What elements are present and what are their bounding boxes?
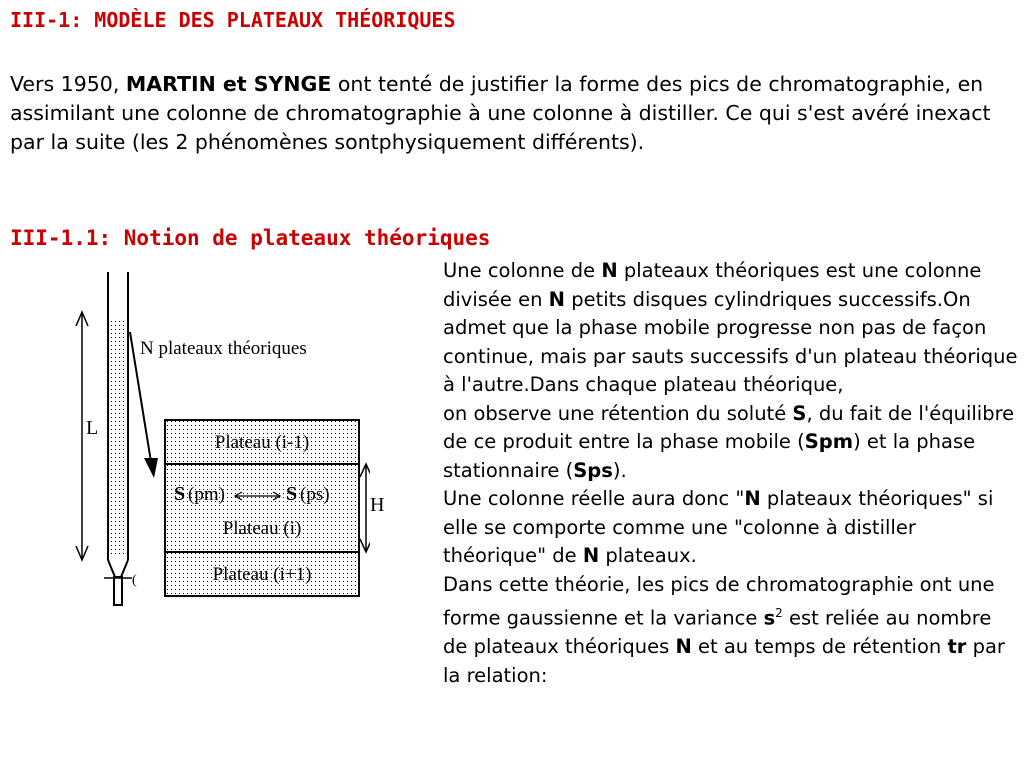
length-dimension [76, 312, 98, 560]
body-text-14: par la relation: [443, 635, 1005, 687]
body-text-12: est reliée au nombre de plateaux théoriques [443, 606, 992, 658]
n-symbol: N [675, 635, 692, 658]
plate-diagram [70, 272, 385, 616]
column-tube [104, 272, 137, 605]
body-text-2: plateaux théoriques est une colonne divisée en [443, 259, 982, 311]
label-n-plates: N plateaux théoriques [140, 338, 307, 359]
body-text-6: ) et la phase stationnaire ( [443, 430, 976, 482]
label-h: H [370, 494, 385, 516]
sps-symbol: Sps [573, 458, 613, 482]
stationary-phase-label: (ps) [300, 484, 330, 505]
height-dimension [360, 464, 370, 552]
body-text-8: Une colonne réelle aura donc " [443, 487, 745, 510]
subsection-title: III-1.1: Notion de plateaux théoriques [10, 226, 491, 250]
svg-text:(: ( [132, 573, 137, 588]
label-l: L [86, 417, 99, 439]
section-title: III-1: MODÈLE DES PLATEAUX THÉORIQUES [10, 8, 456, 32]
n-symbol: N [582, 544, 600, 567]
n-symbol: N [548, 287, 565, 311]
spm-symbol: Spm [804, 430, 854, 453]
solute-symbol: S [792, 401, 807, 425]
body-text-4: on observe une rétention du soluté [443, 401, 793, 425]
body-text-13: et au temps de rétention [691, 635, 948, 658]
body-text-7: ). [612, 458, 627, 482]
intro-text-1: Vers 1950, [10, 72, 126, 96]
sigma-exponent: 2 [775, 606, 783, 620]
body-text-1: Une colonne de [443, 259, 602, 282]
n-symbol: N [744, 487, 761, 510]
intro-text-2: ont tenté de justifier la forme des pics de chromatographie, en assimilant une colonne de chromatographie à une colonne à distiller. Ce qui s'est avéré inexact par la suite (les 2 phénomènes sontphysiquement différents). [10, 72, 991, 154]
sigma-symbol: s [763, 606, 776, 630]
n-symbol: N [601, 259, 618, 282]
solute-s-right: S [286, 483, 298, 505]
body-text-3: petits disques cylindriques successifs.On admet que la phase mobile progresse non pas de façon continue, mais par sauts successifs d'un plateau théorique à l'autre.Dans chaque plateau théorique, [443, 287, 1018, 396]
plate-label-bot: Plateau (i+1) [212, 564, 312, 585]
plate-label-top: Plateau (i-1) [214, 432, 310, 453]
plates-explanation [443, 257, 1018, 690]
plate-label-mid: Plateau (i) [222, 518, 302, 539]
body-text-11: Dans cette théorie, les pics de chromatographie ont une forme gaussienne et la variance [443, 572, 995, 630]
solute-s-left: S [174, 483, 186, 505]
body-text-5: , du fait de l'équilibre de ce produit entre la phase mobile ( [443, 401, 1015, 453]
intro-authors: MARTIN et SYNGE [125, 72, 332, 96]
intro-paragraph [10, 70, 1020, 157]
plates-stack [165, 420, 359, 596]
body-text-9: plateaux théoriques" si elle se comporte comme une "colonne à distiller théorique" de [443, 487, 994, 567]
body-text-10: plateaux. [599, 544, 697, 567]
mobile-phase-label: (pm) [188, 484, 225, 505]
tr-symbol: tr [947, 635, 967, 658]
